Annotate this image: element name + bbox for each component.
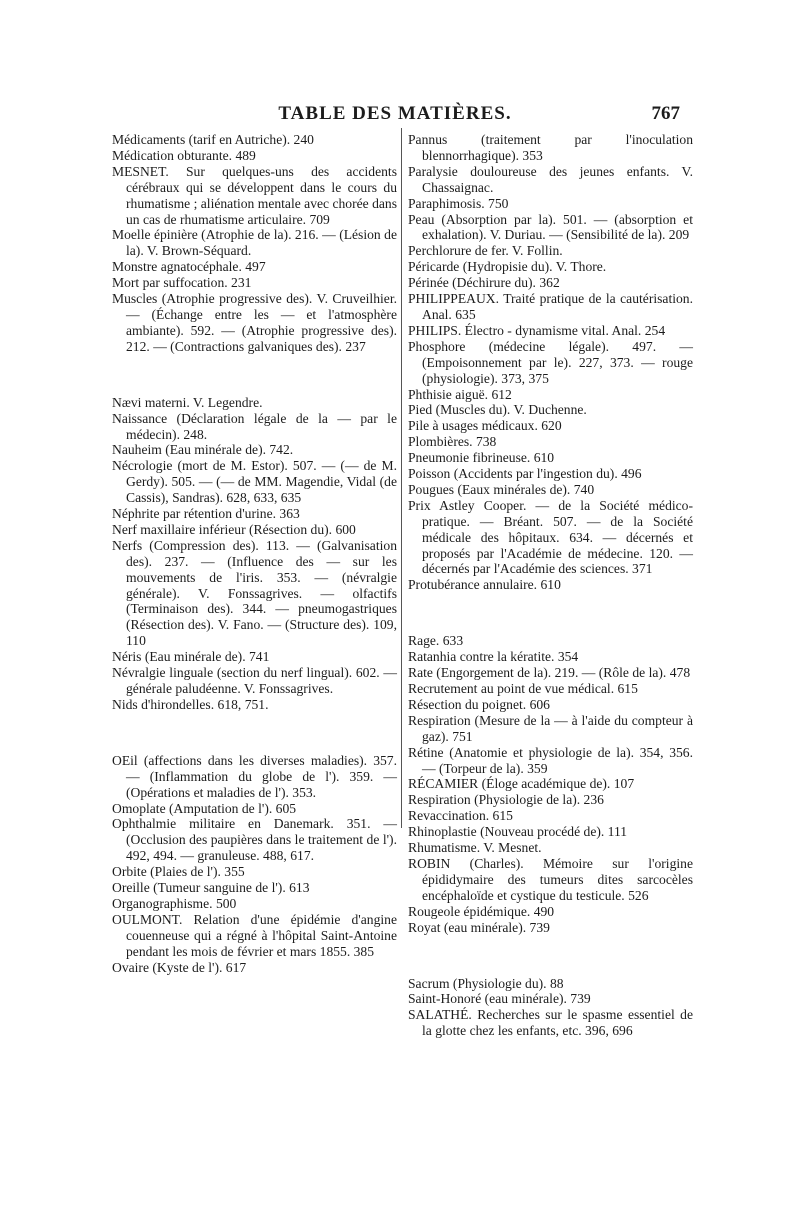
index-entry: Mort par suffocation. 231	[112, 275, 252, 291]
index-entry: Muscles (Atrophie progressive des). V. Cruveilhier. — (Échange entre les — et l'atmosphère ambiante). 592. — (Atrophie progressive des). 212. — (Contractions galvaniques des). 237	[112, 291, 397, 354]
index-entry: Pannus (traitement par l'inoculation blennorrhagique). 353	[408, 132, 693, 163]
index-entry: Monstre agnatocéphale. 497	[112, 259, 266, 275]
index-entry: Rhinoplastie (Nouveau procédé de). 111	[408, 824, 628, 840]
index-entry: Rage. 633	[408, 633, 464, 649]
index-entry: Oreille (Tumeur sanguine de l'). 613	[112, 880, 310, 896]
index-entry: Sacrum (Physiologie du). 88	[408, 975, 564, 991]
index-entry: Orbite (Plaies de l'). 355	[112, 864, 245, 880]
index-entry: Revaccination. 615	[408, 808, 513, 824]
index-entry: Phthisie aiguë. 612	[408, 386, 512, 402]
index-entry: Saint-Honoré (eau minérale). 739	[408, 991, 591, 1007]
index-entry: ROBIN (Charles). Mémoire sur l'origine épididymaire des tumeurs dites sarcocèles encéphaloïde et cystique du testicule. 526	[408, 855, 693, 903]
index-entry: Naissance (Déclaration légale de la — par le médecin). 248.	[112, 410, 397, 442]
index-entry: Respiration (Physiologie de la). 236	[408, 792, 604, 808]
index-entry: Pneumonie fibrineuse. 610	[408, 450, 555, 466]
index-entry: OEil (affections dans les diverses maladies). 357. — (Inflammation du globe de l'). 359. — (Opérations et maladies de l'). 353.	[112, 752, 397, 800]
index-entry: Royat (eau minérale). 739	[408, 919, 550, 935]
index-entry: Nerf maxillaire inférieur (Résection du). 600	[112, 521, 356, 537]
index-entry: Nécrologie (mort de M. Estor). 507. — (— de M. Gerdy). 505. — (— de MM. Magendie, Vidal (de Cassis), Sandras). 628, 633, 635	[112, 458, 397, 506]
index-entry: Pied (Muscles du). V. Duchenne.	[408, 402, 587, 418]
index-entry: Peau (Absorption par la). 501. — (absorption et exhalation). V. Duriau. — (Sensibilité de la). 209	[408, 211, 693, 243]
index-entry: MESNET. Sur quelques-uns des accidents cérébraux qui se développent dans le cours du rhumatisme ; aliénation mentale avec chorée dans un cas de rhumatisme articulaire. 709	[112, 163, 398, 227]
index-entry: Moelle épinière (Atrophie de la). 216. — (Lésion de la). V. Brown-Séquard.	[112, 227, 397, 259]
index-entry: Paralysie douloureuse des jeunes enfants. V. Chassaignac.	[408, 163, 693, 195]
index-entry: Nids d'hirondelles. 618, 751.	[112, 696, 269, 712]
index-entry: Résection du poignet. 606	[408, 696, 550, 712]
index-entry: Recrutement au point de vue médical. 615	[408, 681, 638, 696]
index-entry: Poisson (Accidents par l'ingestion du). 496	[408, 466, 642, 482]
index-entry: Perchlorure de fer. V. Follin.	[408, 243, 563, 259]
index-entry: Phosphore (médecine légale). 497. — (Empoisonnement par le). 227, 373. — rouge (physiologie). 373, 375	[408, 338, 693, 386]
column-divider	[401, 128, 402, 828]
index-entry: RÉCAMIER (Éloge académique de). 107	[408, 776, 635, 792]
index-entry: Plombières. 738	[408, 434, 497, 450]
index-entry: Protubérance annulaire. 610	[408, 577, 561, 593]
index-entry: Péricarde (Hydropisie du). V. Thore.	[408, 259, 607, 275]
index-entry: Pile à usages médicaux. 620	[408, 418, 562, 434]
index-entry: Prix Astley Cooper. — de la Société médico-pratique. — Bréant. 507. — de la Société médicale des hôpitaux. 634. — décernés et proposés par l'Académie de médecine. 120. — décernés par l'Académie des sciences. 371	[408, 497, 693, 577]
index-entry: Ophthalmie militaire en Danemark. 351. — (Occlusion des paupières dans le traitement de l'). 492, 494. — granuleuse. 488, 617.	[112, 816, 397, 864]
index-entry: SALATHÉ. Recherches sur le spasme essentiel de la glotte chez les enfants, etc. 396, 696	[408, 1007, 693, 1039]
index-entry: PHILIPPEAUX. Traité pratique de la cautérisation. Anal. 635	[408, 291, 693, 322]
index-entry: PHILIPS. Électro - dynamisme vital. Anal. 254	[408, 322, 666, 338]
index-entry: Organographisme. 500	[112, 895, 237, 911]
index-entry: Périnée (Déchirure du). 362	[408, 275, 560, 291]
page-header	[110, 103, 680, 129]
index-entry: Rétine (Anatomie et physiologie de la). 354, 356. — (Torpeur de la). 359	[408, 744, 693, 776]
index-entry: Médicaments (tarif en Autriche). 240	[112, 132, 314, 147]
index-column-left	[112, 132, 397, 976]
index-entry: Médication obturante. 489	[112, 147, 256, 163]
index-entry: Ovaire (Kyste de l'). 617	[112, 959, 247, 975]
index-entry: Rate (Engorgement de la). 219. — (Rôle de la). 478	[408, 665, 691, 681]
index-column-right	[408, 132, 693, 1039]
index-entry: Ratanhia contre la kératite. 354	[408, 649, 579, 665]
index-entry: Nævi materni. V. Legendre.	[112, 394, 263, 410]
running-title: TABLE DES MATIÈRES.	[278, 103, 512, 124]
index-entry: Paraphimosis. 750	[408, 195, 509, 211]
index-entry: Néris (Eau minérale de). 741	[112, 649, 270, 665]
index-entry: Névralgie linguale (section du nerf lingual). 602. — générale paludéenne. V. Fonssagrives.	[112, 665, 397, 696]
index-entry: Respiration (Mesure de la — à l'aide du compteur à gaz). 751	[408, 712, 693, 744]
index-entry: Omoplate (Amputation de l'). 605	[112, 800, 297, 816]
index-entry: Pougues (Eaux minérales de). 740	[408, 481, 595, 497]
index-entry: Nauheim (Eau minérale de). 742.	[112, 442, 294, 458]
page-number: 767	[651, 103, 680, 124]
index-entry: Nerfs (Compression des). 113. — (Galvanisation des). 237. — (Influence des — sur les mouvements de l'iris. 353. — (névralgie générale). V. Fonssagrives. — olfactifs (Terminaison des). 344. — pneumogastriques (Résection des). V. Fano. — (Structure des). 109, 110	[112, 537, 397, 649]
index-entry: OULMONT. Relation d'une épidémie d'angine couenneuse qui a régné à l'hôpital Saint-Antoine pendant les mois de février et mars 1855. 385	[112, 911, 397, 959]
index-entry: Rhumatisme. V. Mesnet.	[408, 840, 542, 856]
index-entry: Rougeole épidémique. 490	[408, 903, 555, 919]
index-entry: Néphrite par rétention d'urine. 363	[112, 506, 300, 522]
